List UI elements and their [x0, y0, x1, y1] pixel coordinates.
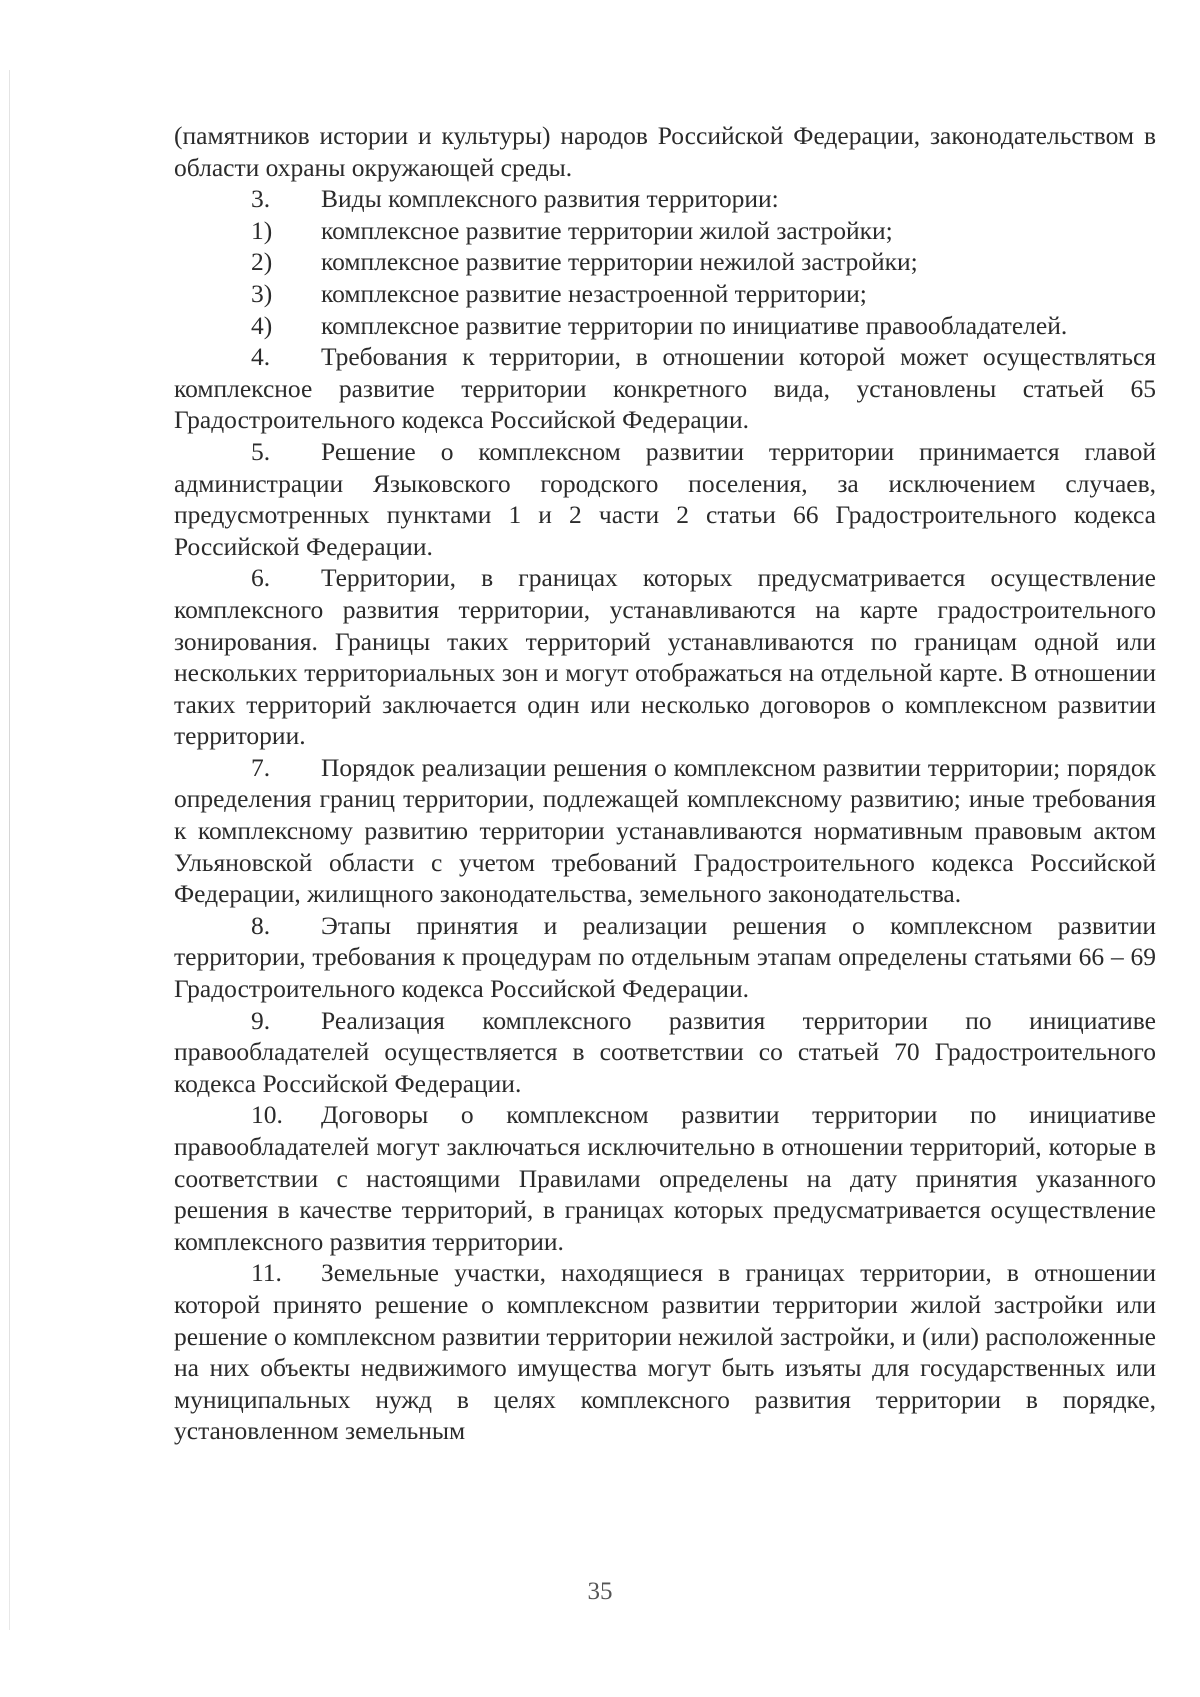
paragraph-number: 6.: [251, 563, 271, 593]
scan-edge: [9, 70, 10, 1630]
paragraph-text: Территории, в границах которых предусматривается осуществление комплексного развития территории, устанавливаются на карте градостроительного зонирования. Границы таких территорий устанавливаются по границам одной или нескольких территориальных зон и могут отображаться на отдельной карте. В отношении таких территорий заключается один или несколько договоров о комплексном развитии территории.: [174, 563, 1156, 751]
paragraph-3: [174, 183, 1156, 215]
paragraph-7: [174, 752, 1156, 910]
paragraph-text: Виды комплексного развития территории:: [321, 184, 779, 214]
list-item-number: 2): [251, 247, 273, 277]
list-item-3: [174, 278, 1156, 310]
list-item-2: [174, 246, 1156, 278]
list-item-text: комплексное развитие территории нежилой застройки;: [321, 247, 918, 277]
list-item-number: 4): [251, 310, 273, 340]
paragraph-10: [174, 1099, 1156, 1257]
list-item-number: 1): [251, 215, 273, 245]
continuation-paragraph: (памятников истории и культуры) народов Российской Федерации, законодательством в области охраны окружающей среды.: [174, 121, 1156, 182]
paragraph-number: 11.: [251, 1258, 282, 1288]
paragraph-number: 4.: [251, 342, 271, 372]
paragraph-8: [174, 910, 1156, 1005]
paragraph-number: 5.: [251, 436, 271, 466]
list-item-1: [174, 215, 1156, 247]
paragraph-text: Земельные участки, находящиеся в границах территории, в отношении которой принято решение о комплексном развитии территории жилой застройки или решение о комплексном развитии территории нежилой застройки, и (или) расположенные на них объекты недвижимого имущества могут быть изъяты для государственных или муниципальных нужд в целях комплексного развития территории в порядке, установленном земельным: [174, 1258, 1156, 1446]
paragraph-number: 7.: [251, 752, 271, 782]
paragraph-text: Реализация комплексного развития территории по инициативе правообладателей осуществляется в соответствии со статьей 70 Градостроительного кодекса Российской Федерации.: [174, 1005, 1156, 1098]
paragraph-4: [174, 341, 1156, 436]
list-item-number: 3): [251, 278, 273, 308]
paragraph-text: Требования к территории, в отношении которой может осуществляться комплексное развитие территории конкретного вида, установлены статьей 65 Градостроительного кодекса Российской Федерации.: [174, 342, 1156, 435]
paragraph-text: Порядок реализации решения о комплексном развитии территории; порядок определения границ территории, подлежащей комплексному развитию; иные требования к комплексному развитию территории устанавливаются нормативным правовым актом Ульяновской области с учетом требований Градостроительного кодекса Российской Федерации, жилищного законодательства, земельного законодательства.: [174, 752, 1156, 909]
paragraph-number: 3.: [251, 184, 271, 214]
paragraph-11: [174, 1257, 1156, 1447]
list-item-text: комплексное развитие незастроенной территории;: [321, 278, 867, 308]
list-item-4: [174, 310, 1156, 342]
list-item-text: комплексное развитие территории по инициативе правообладателей.: [321, 310, 1068, 340]
paragraph-text: Этапы принятия и реализации решения о комплексном развитии территории, требования к процедурам по отдельным этапам определены статьями 66 – 69 Градостроительного кодекса Российской Федерации.: [174, 910, 1156, 1004]
page-number: 35: [587, 1578, 613, 1605]
paragraph-9: [174, 1005, 1156, 1100]
paragraph-text: Решение о комплексном развитии территории принимается главой администрации Языковского городского поселения, за исключением случаев, предусмотренных пунктами 1 и 2 части 2 статьи 66 Градостроительного кодекса Российской Федерации.: [174, 436, 1156, 561]
paragraph-5: [174, 436, 1156, 562]
list-item-text: комплексное развитие территории жилой застройки;: [321, 215, 893, 245]
paragraph-6: [174, 562, 1156, 752]
paragraph-number: 9.: [251, 1005, 271, 1035]
paragraph-number: 10.: [251, 1100, 283, 1130]
document-page: [174, 120, 1156, 1447]
paragraph-text: Договоры о комплексном развитии территории по инициативе правообладателей могут заключаться исключительно в отношении территорий, которые в соответствии с настоящими Правилами определены на дату принятия указанного решения в качестве территорий, в границах которых предусматривается осуществление комплексного развития территории.: [174, 1100, 1156, 1256]
paragraph-number: 8.: [251, 910, 271, 940]
